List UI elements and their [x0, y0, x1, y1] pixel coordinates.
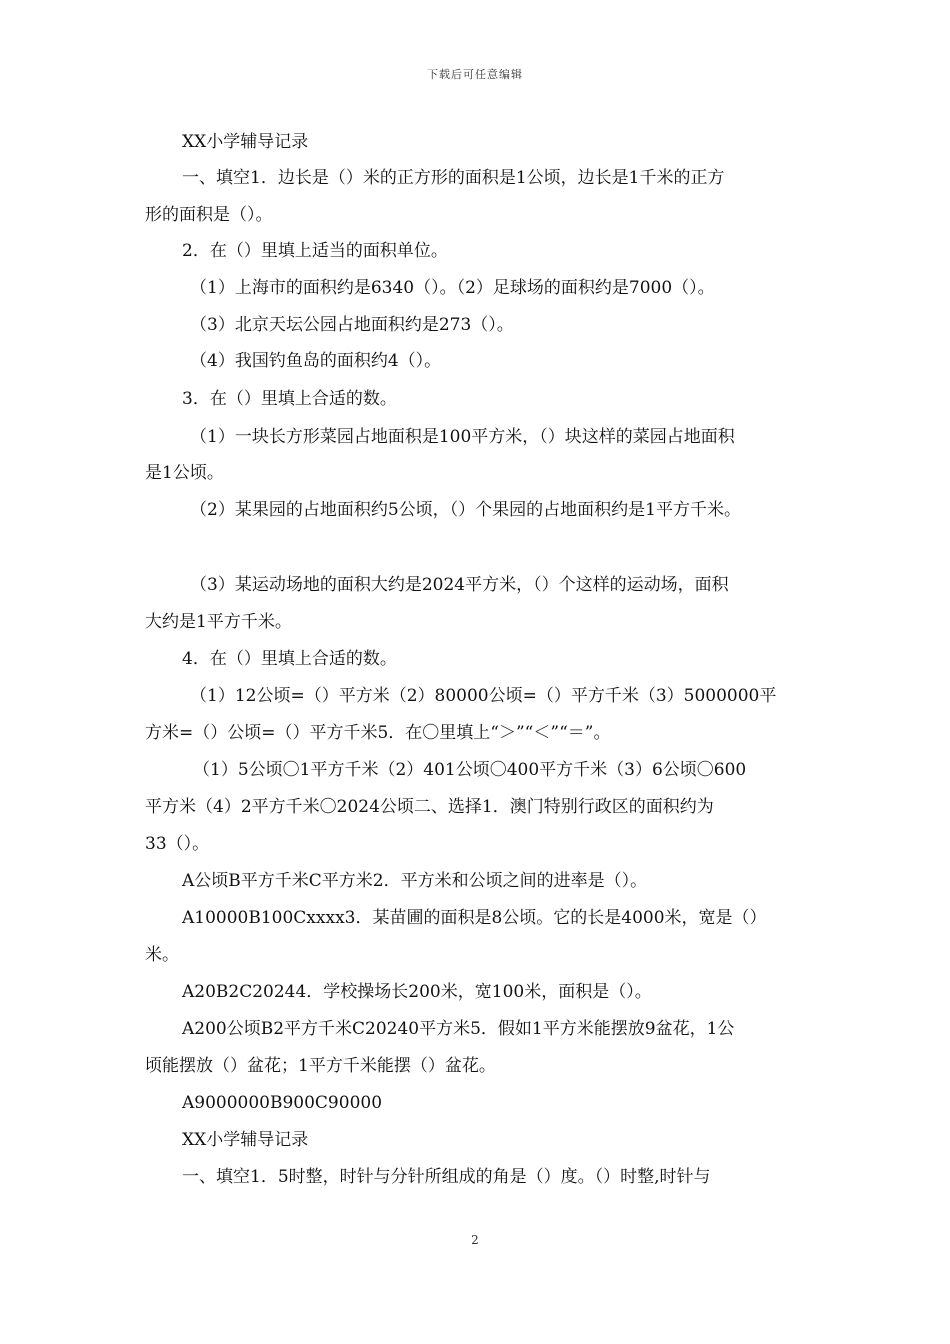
text-line: A9000000B900C90000 [182, 1093, 383, 1113]
text-line: 顷能摆放（）盆花；1平方千米能摆（）盆花。 [145, 1056, 496, 1076]
text-line: 33（）。 [145, 834, 210, 854]
text-line: （3）北京天坛公园占地面积约是273（）。 [190, 315, 514, 335]
text-line: A20B2C20244．学校操场长200米，宽100米，面积是（）。 [182, 982, 652, 1002]
text-line: 一、填空1．边长是（）米的正方形的面积是1公顷，边长是1千米的正方 [182, 168, 725, 188]
text-line: 平方米（4）2平方千米〇2024公顷二、选择1．澳门特别行政区的面积约为 [145, 797, 714, 817]
page-number: 2 [471, 1233, 479, 1247]
section-title: XX小学辅导记录 [182, 1130, 309, 1150]
text-line: （2）某果园的占地面积约5公顷，（）个果园的占地面积约是1平方千米。 [190, 500, 741, 520]
text-line: 一、填空1．5时整，时针与分针所组成的角是（）度。（）时整,时针与 [182, 1167, 711, 1187]
section-title: XX小学辅导记录 [182, 132, 309, 152]
text-line: 3．在（）里填上合适的数。 [182, 389, 397, 409]
text-line: （4）我国钓鱼岛的面积约4（）。 [190, 351, 442, 371]
text-line: A200公顷B2平方千米C20240平方米5．假如1平方米能摆放9盆花，1公 [182, 1019, 735, 1039]
text-line: （1）12公顷=（）平方米（2）80000公顷=（）平方千米（3）5000000平 [190, 686, 777, 706]
text-line: A公顷B平方千米C平方米2．平方米和公顷之间的进率是（）。 [182, 871, 648, 891]
text-line: 形的面积是（）。 [145, 205, 273, 225]
text-line: （1）5公顷〇1平方千米（2）401公顷〇400平方千米（3）6公顷〇600 [193, 760, 747, 780]
text-line: 米。 [145, 945, 179, 965]
text-line: 大约是1平方千米。 [145, 612, 292, 632]
text-line: （1）上海市的面积约是6340（）。（2）足球场的面积约是7000（）。 [190, 278, 715, 298]
text-line: （1）一块长方形菜园占地面积是100平方米，（）块这样的菜园占地面积 [190, 427, 735, 447]
text-line: 4．在（）里填上合适的数。 [182, 649, 397, 669]
text-line: 方米=（）公顷=（）平方千米5．在〇里填上“＞”“＜”“＝”。 [145, 723, 611, 743]
text-line: （3）某运动场地的面积大约是2024平方米，（）个这样的运动场，面积 [190, 575, 729, 595]
text-line: A10000B100Cxxxx3．某苗圃的面积是8公顷。它的长是4000米，宽是（） [182, 908, 767, 928]
text-line: 2．在（）里填上适当的面积单位。 [182, 241, 448, 261]
page-header: 下载后可任意编辑 [427, 68, 523, 81]
text-line: 是1公顷。 [145, 463, 224, 483]
